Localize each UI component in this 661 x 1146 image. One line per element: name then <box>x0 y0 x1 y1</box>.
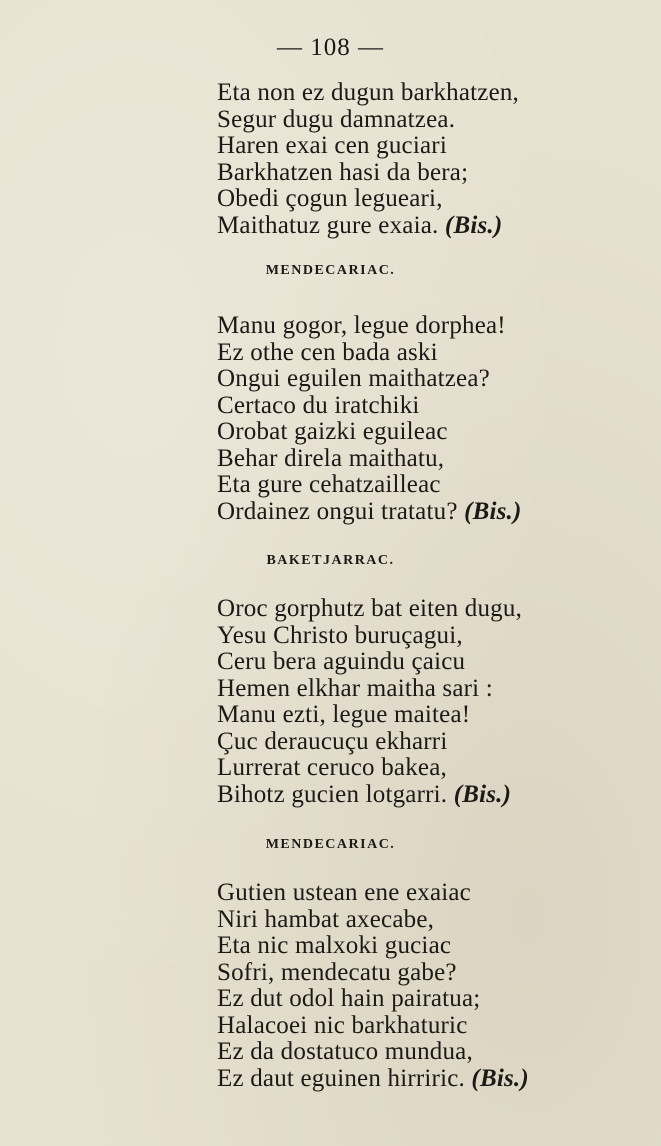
refrain-marker: (Bis.) <box>453 780 512 808</box>
verse-line: Oroc gorphutz bat eiten dugu, <box>217 595 523 622</box>
stanza-2 <box>217 313 522 525</box>
verse-line: Yesu Christo buruçagui, <box>217 621 463 649</box>
verse-line: Ceru bera aguindu çaicu <box>217 648 466 675</box>
verse-line: Lurrerat ceruco bakea, <box>217 754 447 781</box>
verse-line: Niri hambat axecabe, <box>217 905 435 933</box>
stanza-1 <box>217 80 519 239</box>
verse-line: Manu gogor, legue dorphea! <box>217 312 506 339</box>
verse-line: Ez da dostatuco mundua, <box>217 1038 473 1065</box>
verse-line-text: Ordainez ongui tratatu? <box>217 497 458 525</box>
verse-line: Ongui eguilen maithatzea? <box>217 365 490 392</box>
verse-line: Eta nic malxoki guciac <box>217 932 452 959</box>
verse-line-text: Bihotz gucien lotgarri. <box>217 780 448 808</box>
verse-line: Çuc deraucuçu ekharri <box>217 727 448 755</box>
verse-line-with-refrain <box>217 782 522 809</box>
verse-line-text: Ez daut eguinen hirriric. <box>217 1064 465 1092</box>
page-number: — 108 — <box>277 34 384 61</box>
verse-line: Obedi çogun legueari, <box>217 185 443 212</box>
refrain-marker: (Bis.) <box>464 497 522 525</box>
refrain-marker: (Bis.) <box>444 211 503 239</box>
section-heading: BAKETJARRAC. <box>266 553 395 568</box>
verse-line: Orobat gaizki eguileac <box>217 418 448 445</box>
verse-line: Halacoei nic barkhaturic <box>217 1011 468 1039</box>
verse-line-with-refrain <box>217 213 519 240</box>
refrain-marker: (Bis.) <box>471 1064 529 1092</box>
verse-line: Segur dugu damnatzea. <box>217 105 456 133</box>
verse-line: Sofri, mendecatu gabe? <box>217 958 457 986</box>
verse-line-text: Maithatuz gure exaia. <box>217 211 439 239</box>
verse-line: Haren exai cen guciari <box>217 132 447 159</box>
verse-line: Hemen elkhar maitha sari : <box>217 674 493 702</box>
verse-line: Certaco du iratchiki <box>217 391 420 419</box>
verse-line: Behar direla maithatu, <box>217 444 445 472</box>
verse-line: Ez dut odol hain pairatua; <box>217 985 481 1012</box>
section-heading: MENDECARIAC. <box>265 263 396 278</box>
verse-line: Eta gure cehatzailleac <box>217 471 441 498</box>
verse-line-with-refrain <box>217 499 522 526</box>
verse-line: Gutien ustean ene exaiac <box>217 879 471 906</box>
verse-line: Ez othe cen bada aski <box>217 338 438 366</box>
section-heading: MENDECARIAC. <box>265 837 396 852</box>
verse-line: Manu ezti, legue maitea! <box>217 701 471 728</box>
stanza-4 <box>217 880 529 1092</box>
verse-line: Barkhatzen hasi da bera; <box>217 158 469 186</box>
verse-line-with-refrain <box>217 1066 529 1093</box>
stanza-3 <box>217 596 522 808</box>
verse-line: Eta non ez dugun barkhatzen, <box>217 79 520 106</box>
